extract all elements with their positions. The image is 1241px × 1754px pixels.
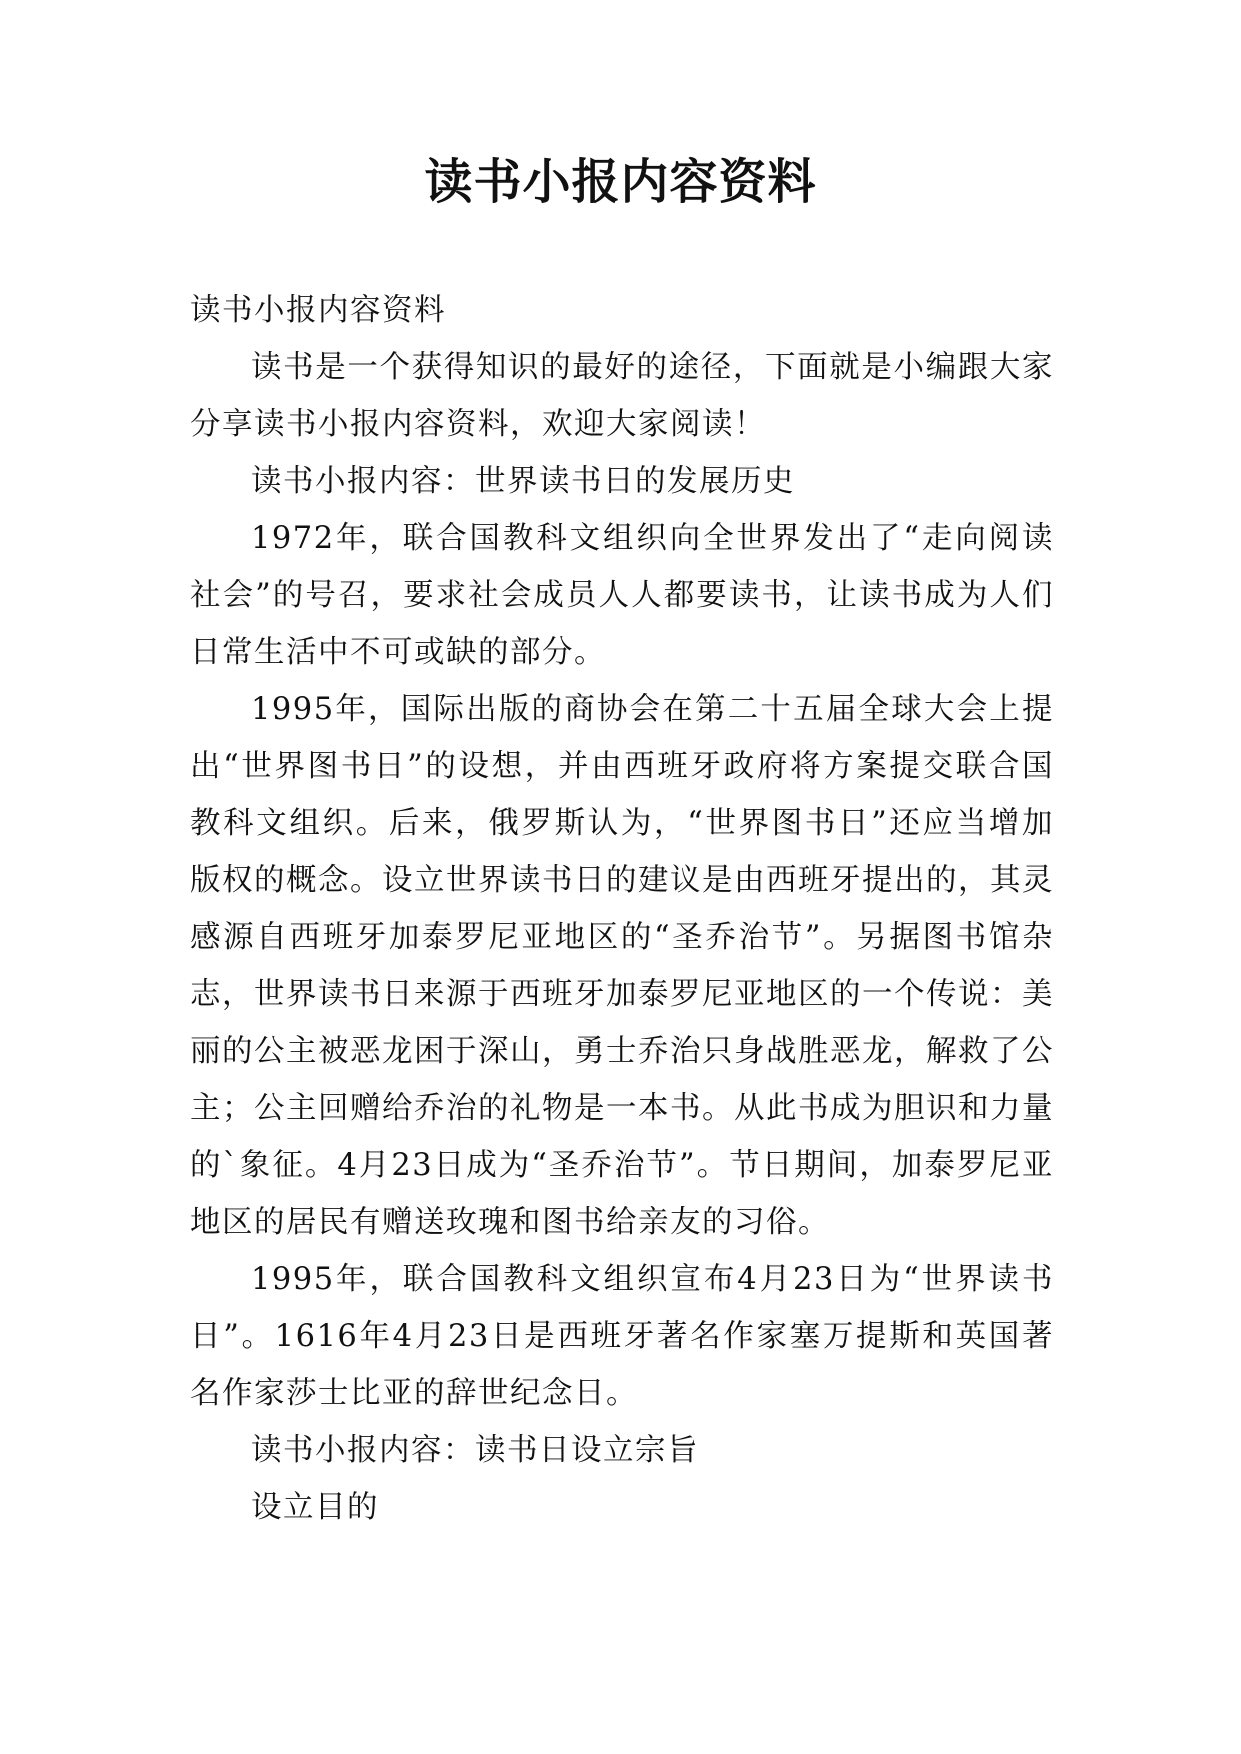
paragraph-intro: 读书是一个获得知识的最好的途径，下面就是小编跟大家分享读书小报内容资料，欢迎大家阅读！	[190, 350, 1054, 442]
paragraph-heading: 读书小报内容资料	[190, 293, 446, 328]
paragraph-section-purpose: 读书小报内容：读书日设立宗旨	[251, 1433, 699, 1468]
document-body	[190, 282, 1054, 1536]
paragraph-1972: 1972年，联合国教科文组织向全世界发出了“走向阅读社会”的号召，要求社会成员人人都要读书，让读书成为人们日常生活中不可或缺的部分。	[190, 521, 1054, 670]
paragraph-1995-proposal: 1995年，国际出版的商协会在第二十五届全球大会上提出“世界图书日”的设想，并由西班牙政府将方案提交联合国教科文组织。后来，俄罗斯认为，“世界图书日”还应当增加版权的概念。设立世界读书日的建议是由西班牙提出的，其灵感源自西班牙加泰罗尼亚地区的“圣乔治节”。另据图书馆杂志，世界读书日来源于西班牙加泰罗尼亚地区的一个传说：美丽的公主被恶龙困于深山，勇士乔治只身战胜恶龙，解救了公主；公主回赠给乔治的礼物是一本书。从此书成为胆识和力量的`象征。4月23日成为“圣乔治节”。节日期间，加泰罗尼亚地区的居民有赠送玫瑰和图书给亲友的习俗。	[190, 692, 1054, 1240]
paragraph-1995-declaration: 1995年，联合国教科文组织宣布4月23日为“世界读书日”。1616年4月23日是西班牙著名作家塞万提斯和英国著名作家莎士比亚的辞世纪念日。	[190, 1262, 1054, 1411]
paragraph-purpose-label: 设立目的	[251, 1490, 379, 1525]
document-title: 读书小报内容资料	[424, 154, 817, 210]
paragraph-section-history: 读书小报内容：世界读书日的发展历史	[251, 464, 795, 499]
